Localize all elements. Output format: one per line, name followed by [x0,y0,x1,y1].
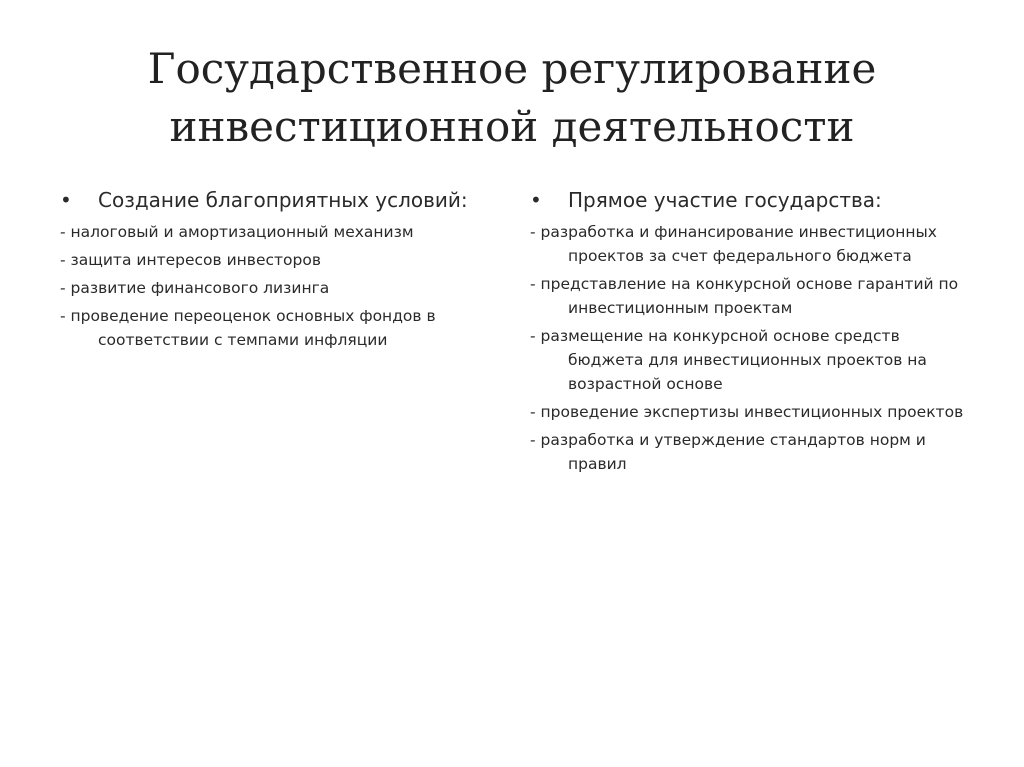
list-item: - разработка и финансирование инвестиционных проектов за счет федерального бюджета [530,223,937,265]
bullet-icon: • [530,188,542,212]
list-item: - представление на конкурсной основе гарантий по инвестиционным проектам [530,275,959,317]
slide-title [0,40,1024,156]
bullet-icon: • [60,188,72,212]
right-heading-text: Прямое участие государства: [568,188,882,212]
title-line-2: инвестиционной деятельности [169,102,855,151]
list-item: - проведение экспертизы инвестиционных проектов [530,403,964,421]
right-heading [530,186,970,214]
right-column [530,186,970,480]
list-item: - развитие финансового лизинга [60,279,330,297]
list-item: - защита интересов инвесторов [60,251,321,269]
left-column [60,186,500,356]
right-list [530,220,970,476]
list-item: - разработка и утверждение стандартов норм и правил [530,431,926,473]
list-item: - налоговый и амортизационный механизм [60,223,414,241]
left-heading-text: Создание благоприятных условий: [98,188,468,212]
title-line-1: Государственное регулирование [147,44,877,93]
left-heading [60,186,500,214]
left-list [60,220,500,352]
list-item: - проведение переоценок основных фондов в соответствии с темпами инфляции [60,307,436,349]
list-item: - размещение на конкурсной основе средств бюджета для инвестиционных проектов на возрастной основе [530,327,927,393]
